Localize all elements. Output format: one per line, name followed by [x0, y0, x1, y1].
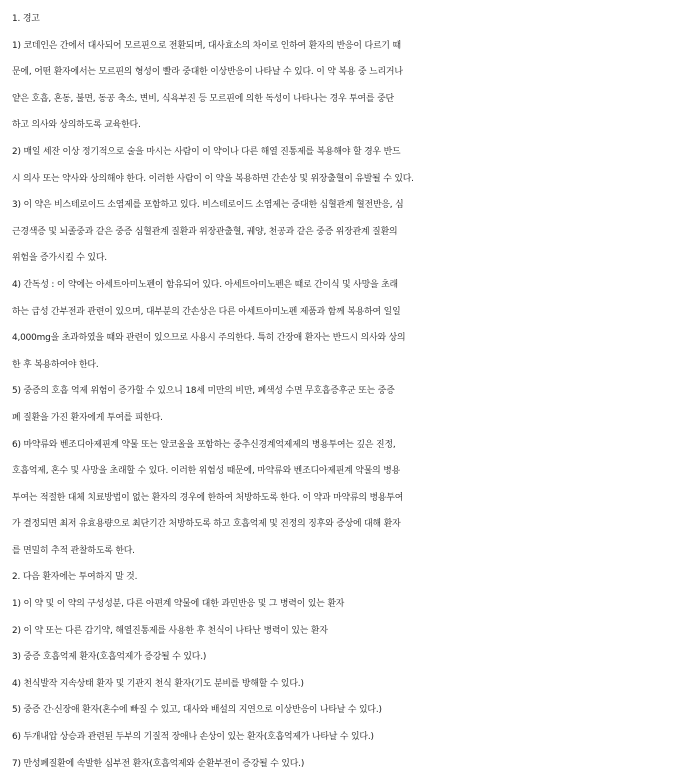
- paragraph-line: 호흡억제, 혼수 및 사망을 초래할 수 있다. 이러한 위험성 때문에, 마약류와 벤조디아제핀계 약물의 병용: [12, 466, 401, 477]
- paragraph-line: 2) 매일 세잔 이상 정기적으로 술을 마시는 사람이 이 약이나 다른 해열 진통제를 복용해야 할 경우 반드: [12, 146, 401, 157]
- paragraph-line: 4) 간독성 : 이 약에는 아세트아미노펜이 함유되어 있다. 아세트아미노펜은 때로 간이식 및 사망을 초래: [12, 279, 398, 290]
- paragraph-line: 폐 질환을 가진 환자에게 투여를 피한다.: [12, 412, 163, 423]
- paragraph-line: 를 면밀히 추적 관찰하도록 한다.: [12, 545, 135, 556]
- paragraph-line: 하고 의사와 상의하도록 교육한다.: [12, 120, 141, 131]
- section-heading-warning: 1. 경고: [12, 14, 40, 24]
- paragraph-line: 투여는 적절한 대체 치료방법이 없는 환자의 경우에 한하여 처방하도록 한다. 이 약과 마약류의 병용투여: [12, 492, 404, 503]
- paragraph-line: 문에, 어떤 환자에서는 모르핀의 형성이 빨라 중대한 이상반응이 나타날 수 있다. 이 약 복용 중 느리거나: [12, 67, 403, 78]
- paragraph-line: 근경색증 및 뇌졸중과 같은 중증 심혈관계 질환과 위장관출혈, 궤양, 천공과 같은 중증 위장관계 질환의: [12, 226, 398, 237]
- list-item: 6) 두개내압 상승과 관련된 두부의 기질적 장애나 손상이 있는 환자(호흡억제가 나타날 수 있다.): [12, 732, 374, 743]
- paragraph-line: 3) 이 약은 비스테로이드 소염제를 포함하고 있다. 비스테로이드 소염제는 중대한 심혈관계 혈전반응, 심: [12, 200, 404, 211]
- paragraph-line: 하는 급성 간부전과 관련이 있으며, 대부분의 간손상은 다른 아세트아미노펜 제품과 함께 복용하여 일일: [12, 306, 401, 317]
- list-item: 1) 이 약 및 이 약의 구성성분, 다른 아편계 약물에 대한 과민반응 및 그 병력이 있는 환자: [12, 599, 345, 610]
- paragraph-line: 얕은 호흡, 혼동, 불면, 동공 축소, 변비, 식욕부진 등 모르핀에 의한 독성이 나타나는 경우 투여를 중단: [12, 93, 394, 104]
- paragraph-line: 6) 마약류와 벤조디아제핀계 약물 또는 알코올을 포함하는 중추신경계억제제의 병용투여는 깊은 진정,: [12, 439, 396, 450]
- section-heading-contraindications: 2. 다음 환자에는 투여하지 말 것.: [12, 572, 138, 583]
- paragraph-line: 시 의사 또는 약사와 상의해야 한다. 이러한 사람이 이 약을 복용하면 간손상 및 위장출혈이 유발될 수 있다.: [12, 173, 414, 184]
- list-item: 2) 이 약 또는 다른 감기약, 해열진통제를 사용한 후 천식이 나타난 병력이 있는 환자: [12, 625, 328, 636]
- list-item: 4) 천식발작 지속상태 환자 및 기관지 천식 환자(기도 분비를 방해할 수 있다.): [12, 678, 304, 689]
- paragraph-line: 가 결정되면 최저 유효용량으로 최단기간 처방하도록 하고 호흡억제 및 진정의 징후와 증상에 대해 환자: [12, 519, 401, 530]
- warning-document: [12, 6, 676, 777]
- list-item: 5) 중증 간·신장애 환자(혼수에 빠질 수 있고, 대사와 배설의 지연으로 이상반응이 나타날 수 있다.): [12, 705, 382, 716]
- paragraph-line: 4,000mg을 초과하였을 때와 관련이 있으므로 사용시 주의한다. 특히 간장애 환자는 반드시 의사와 상의: [12, 333, 406, 344]
- paragraph-line: 한 후 복용하여야 한다.: [12, 359, 99, 370]
- paragraph-line: 1) 코데인은 간에서 대사되어 모르핀으로 전환되며, 대사효소의 차이로 인하여 환자의 반응이 다르기 때: [12, 40, 401, 51]
- paragraph-line: 위험을 증가시킬 수 있다.: [12, 253, 107, 264]
- paragraph-line: 5) 중증의 호흡 억제 위험이 증가할 수 있으니 18세 미만의 비만, 폐색성 수면 무호흡증후군 또는 중증: [12, 386, 395, 397]
- list-item: 3) 중증 호흡억제 환자(호흡억제가 증강될 수 있다.): [12, 652, 207, 663]
- list-item: 7) 만성폐질환에 속발한 심부전 환자(호흡억제와 순환부전이 증강될 수 있다.): [12, 758, 305, 769]
